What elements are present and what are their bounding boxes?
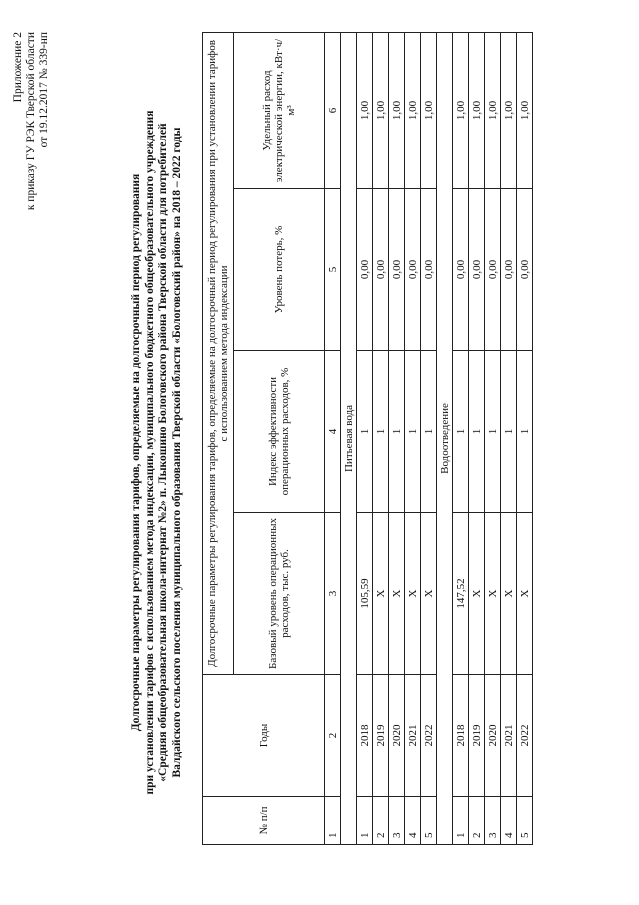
cell-energy: 1,00 [357, 32, 373, 188]
cell-base: Х [421, 513, 437, 675]
cell-year: 2020 [389, 675, 405, 797]
header-num: № п/п [203, 797, 325, 845]
title-line: «Средняя общеобразовательная школа-интернат №2» п. Лыкошино Бологовского района Тверской области для потребителей [157, 123, 169, 782]
cell-year: 2021 [501, 675, 517, 797]
cell-energy: 1,00 [469, 32, 485, 188]
cell-base: Х [373, 513, 389, 675]
cell-base: Х [501, 513, 517, 675]
appendix-line: Приложение 2 [12, 32, 24, 103]
table-row [357, 32, 373, 844]
cell-base: Х [389, 513, 405, 675]
cell-index: 1 [485, 351, 501, 513]
title-line: Валдайского сельского поселения муниципального образования Тверской области «Бологовский район» на 2018 – 2022 годы [170, 127, 183, 778]
cell-loss: 0,00 [357, 189, 373, 351]
table-row [469, 32, 485, 844]
cell-energy: 1,00 [405, 32, 421, 188]
cell-n: 4 [501, 797, 517, 845]
cell-base: Х [405, 513, 421, 675]
table-row [501, 32, 517, 844]
cell-loss: 0,00 [453, 189, 469, 351]
appendix-block [12, 32, 51, 210]
cell-index: 1 [405, 351, 421, 513]
cell-year: 2018 [357, 675, 373, 797]
cell-loss: 0,00 [517, 189, 533, 351]
cell-n: 1 [357, 797, 373, 845]
header-index: Индекс эффективности операционных расходов, % [234, 351, 325, 513]
column-number: 4 [325, 351, 341, 513]
cell-index: 1 [373, 351, 389, 513]
cell-n: 2 [373, 797, 389, 845]
column-number: 3 [325, 513, 341, 675]
cell-index: 1 [389, 351, 405, 513]
cell-index: 1 [357, 351, 373, 513]
cell-loss: 0,00 [469, 189, 485, 351]
document-title [130, 90, 184, 815]
header-energy: Удельный расход электрической энергии, кВт·ч/м³ [234, 32, 325, 188]
cell-base: 147,52 [453, 513, 469, 675]
cell-year: 2019 [373, 675, 389, 797]
cell-loss: 0,00 [501, 189, 517, 351]
cell-year: 2018 [453, 675, 469, 797]
cell-loss: 0,00 [405, 189, 421, 351]
header-loss: Уровень потерь, % [234, 189, 325, 351]
table-row [389, 32, 405, 844]
cell-index: 1 [453, 351, 469, 513]
cell-energy: 1,00 [373, 32, 389, 188]
table-row [405, 32, 421, 844]
appendix-line: к приказу ГУ РЭК Тверской области [25, 32, 37, 211]
cell-energy: 1,00 [389, 32, 405, 188]
cell-loss: 0,00 [485, 189, 501, 351]
header-base: Базовый уровень операционных расходов, тыс. руб. [234, 513, 325, 675]
cell-n: 5 [421, 797, 437, 845]
cell-loss: 0,00 [421, 189, 437, 351]
column-number: 1 [325, 797, 341, 845]
cell-base: Х [485, 513, 501, 675]
table-row [421, 32, 437, 844]
column-number-row [325, 32, 341, 844]
cell-index: 1 [421, 351, 437, 513]
title-line: Долгосрочные параметры регулирования тарифов, определяемые на долгосрочный период регулирования [130, 173, 142, 732]
cell-n: 1 [453, 797, 469, 845]
cell-year: 2022 [517, 675, 533, 797]
table-row [453, 32, 469, 844]
cell-n: 5 [517, 797, 533, 845]
table-row [373, 32, 389, 844]
column-number: 5 [325, 189, 341, 351]
cell-base: 105,59 [357, 513, 373, 675]
header-group: Долгосрочные параметры регулирования тарифов, определяемые на долгосрочный период регулирования при установлении тарифов с использованием метода индексации [203, 32, 234, 674]
cell-n: 4 [405, 797, 421, 845]
cell-index: 1 [469, 351, 485, 513]
section-header-row [341, 32, 357, 844]
header-years: Годы [203, 675, 325, 797]
cell-index: 1 [517, 351, 533, 513]
title-line: при установлении тарифов с использованием метода индексации, муниципального бюджетного общеобразовательного учреждения [143, 110, 156, 795]
cell-index: 1 [501, 351, 517, 513]
cell-loss: 0,00 [389, 189, 405, 351]
cell-base: Х [517, 513, 533, 675]
section-name: Питьевая вода [341, 32, 357, 844]
cell-n: 3 [389, 797, 405, 845]
cell-energy: 1,00 [453, 32, 469, 188]
section-name: Водоотведение [437, 32, 453, 844]
table-row [517, 32, 533, 844]
cell-energy: 1,00 [517, 32, 533, 188]
cell-energy: 1,00 [501, 32, 517, 188]
cell-year: 2021 [405, 675, 421, 797]
cell-year: 2022 [421, 675, 437, 797]
column-number: 2 [325, 675, 341, 797]
cell-n: 2 [469, 797, 485, 845]
table-row [485, 32, 501, 844]
section-header-row [437, 32, 453, 844]
appendix-line: от 19.12.2017 № 339-нп [38, 32, 50, 148]
column-number: 6 [325, 32, 341, 188]
cell-year: 2019 [469, 675, 485, 797]
cell-loss: 0,00 [373, 189, 389, 351]
cell-base: Х [469, 513, 485, 675]
cell-energy: 1,00 [421, 32, 437, 188]
parameters-table [202, 32, 533, 845]
cell-year: 2020 [485, 675, 501, 797]
cell-energy: 1,00 [485, 32, 501, 188]
cell-n: 3 [485, 797, 501, 845]
